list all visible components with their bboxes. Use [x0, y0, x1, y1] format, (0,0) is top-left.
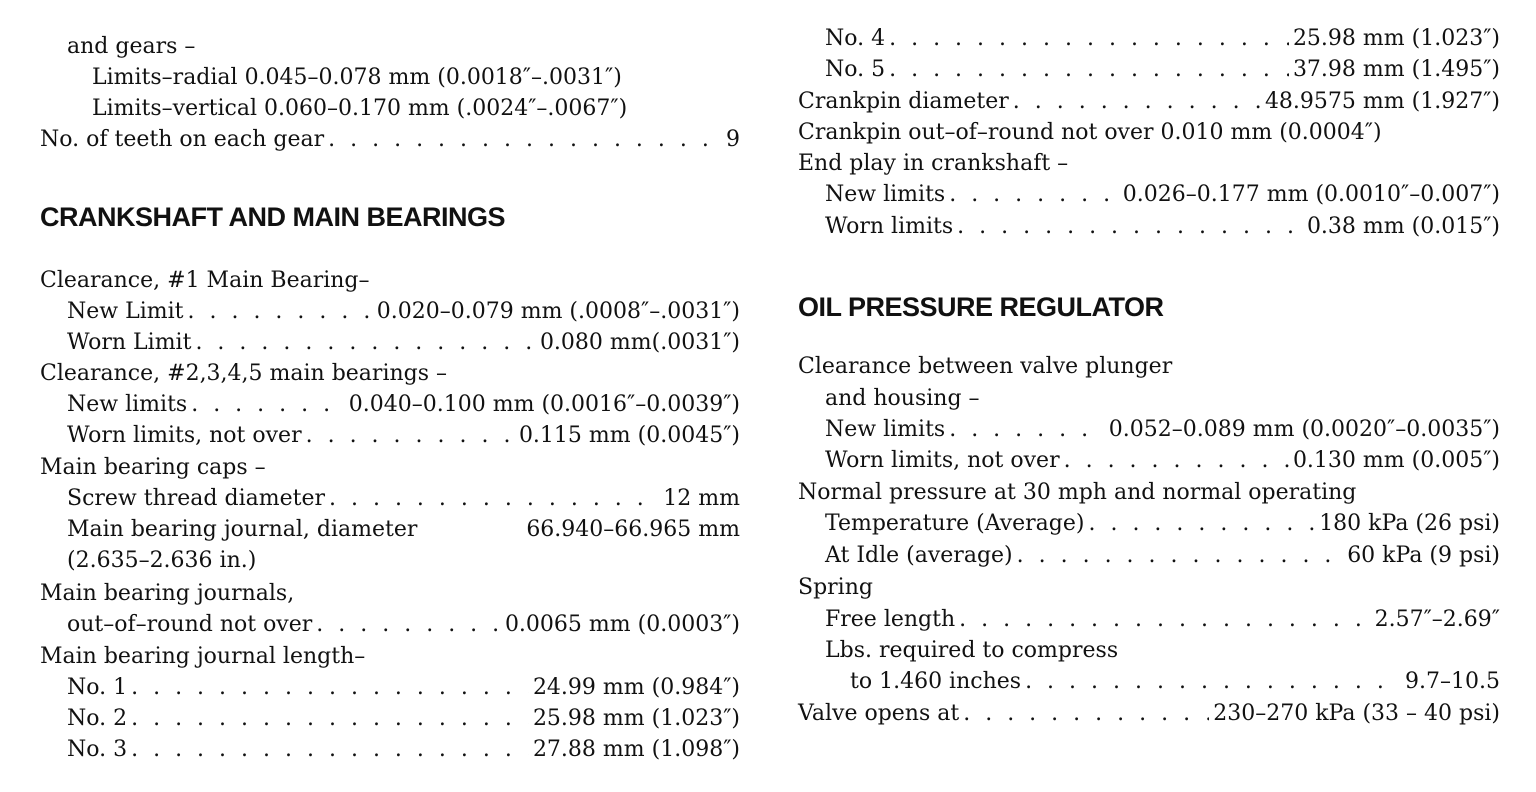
- spec-line: New limits . . . 0.026–0.177 mm (0.0010″–0.007″): [825, 179, 1500, 210]
- dot-leader: [949, 179, 1119, 210]
- dot-leader: [131, 734, 529, 765]
- spec-line: Lbs. required to compress: [825, 638, 1119, 663]
- spec-line: Worn limits, not over . . . 0.130 mm (0.005″): [825, 445, 1500, 476]
- section-heading: OIL PRESSURE REGULATOR: [798, 292, 1164, 322]
- spec-line: Limits–vertical 0.060–0.170 mm (.0024″–.0067″): [92, 96, 628, 121]
- spec-line: Normal pressure at 30 mph and normal operating: [798, 480, 1357, 505]
- dot-leader: [1017, 540, 1344, 571]
- spec-line: No. of teeth on each gear . . . 9: [40, 124, 740, 155]
- dot-leader: [191, 389, 345, 420]
- dot-leader: [187, 296, 372, 327]
- dot-leader: [963, 698, 1209, 729]
- spec-line: Worn limits . . . 0.38 mm (0.015″): [825, 211, 1500, 242]
- spec-line: to 1.460 inches . . . 9.7–10.5: [850, 666, 1500, 697]
- spec-line: No. 5 . . . 37.98 mm (1.495″): [825, 54, 1500, 85]
- dot-leader: [949, 414, 1105, 445]
- spec-line: Main bearing journal, diameter 66.940–66.965 mm: [67, 517, 740, 542]
- spec-line: No. 4 . . . 25.98 mm (1.023″): [825, 23, 1500, 54]
- spec-line: New Limit . . . 0.020–0.079 mm (.0008″–.0031″): [67, 296, 740, 327]
- spec-line: Clearance between valve plunger: [798, 354, 1173, 379]
- spec-line: (2.635–2.636 in.): [67, 548, 257, 573]
- spec-line: Valve opens at . . . 230–270 kPa (33 – 40 psi): [798, 698, 1500, 729]
- dot-leader: [131, 672, 529, 703]
- spec-line: Main bearing journals,: [40, 581, 295, 606]
- dot-leader: [195, 327, 536, 358]
- spec-line: At Idle (average) . . . 60 kPa (9 psi): [825, 540, 1500, 571]
- spec-line: Spring: [798, 575, 873, 600]
- spec-line: No. 1 . . . 24.99 mm (0.984″): [67, 672, 740, 703]
- spec-line: and gears –: [67, 34, 196, 59]
- spec-line: Limits–radial 0.045–0.078 mm (0.0018″–.0031″): [92, 65, 622, 90]
- spec-line: Clearance, #1 Main Bearing–: [40, 268, 370, 293]
- spec-line: Worn Limit . . . 0.080 mm(.0031″): [67, 327, 740, 358]
- spec-line: Worn limits, not over . . . 0.115 mm (0.0045″): [67, 420, 740, 451]
- spec-line: Main bearing caps –: [40, 455, 266, 480]
- dot-leader: [1013, 86, 1261, 117]
- dot-leader: [1088, 508, 1315, 539]
- spec-line: No. 3 . . . 27.88 mm (1.098″): [67, 734, 740, 765]
- dot-leader: [328, 124, 722, 155]
- dot-leader: [329, 483, 659, 514]
- dot-leader: [1025, 666, 1401, 697]
- spec-line: New limits . . . 0.052–0.089 mm (0.0020″–0.0035″): [825, 414, 1500, 445]
- spec-line: End play in crankshaft –: [798, 151, 1069, 176]
- spec-line: Crankpin diameter . . . 48.9575 mm (1.927″): [798, 86, 1500, 117]
- spec-line: Crankpin out–of–round not over 0.010 mm (0.0004″): [798, 120, 1382, 145]
- dot-leader: [957, 211, 1303, 242]
- dot-leader: [316, 609, 501, 640]
- spec-line: and housing –: [825, 386, 980, 411]
- spec-line: out–of–round not over . . . 0.0065 mm (0.0003″): [67, 609, 740, 640]
- spec-line: Free length . . . 2.57″–2.69″: [825, 604, 1500, 635]
- spec-line: New limits . . . 0.040–0.100 mm (0.0016″–0.0039″): [67, 389, 740, 420]
- spec-line: Clearance, #2,3,4,5 main bearings –: [40, 361, 448, 386]
- dot-leader: [1064, 445, 1289, 476]
- dot-leader: [959, 604, 1370, 635]
- section-heading: CRANKSHAFT AND MAIN BEARINGS: [40, 202, 505, 232]
- spec-line: No. 2 . . . 25.98 mm (1.023″): [67, 703, 740, 734]
- dot-leader: [131, 703, 529, 734]
- dot-leader: [306, 420, 515, 451]
- spec-line: Temperature (Average) . . . 180 kPa (26 psi): [825, 508, 1500, 539]
- spec-line: Screw thread diameter . . . 12 mm: [67, 483, 740, 514]
- spec-line: Main bearing journal length–: [40, 644, 366, 669]
- dot-leader: [889, 54, 1289, 85]
- dot-leader: [889, 23, 1289, 54]
